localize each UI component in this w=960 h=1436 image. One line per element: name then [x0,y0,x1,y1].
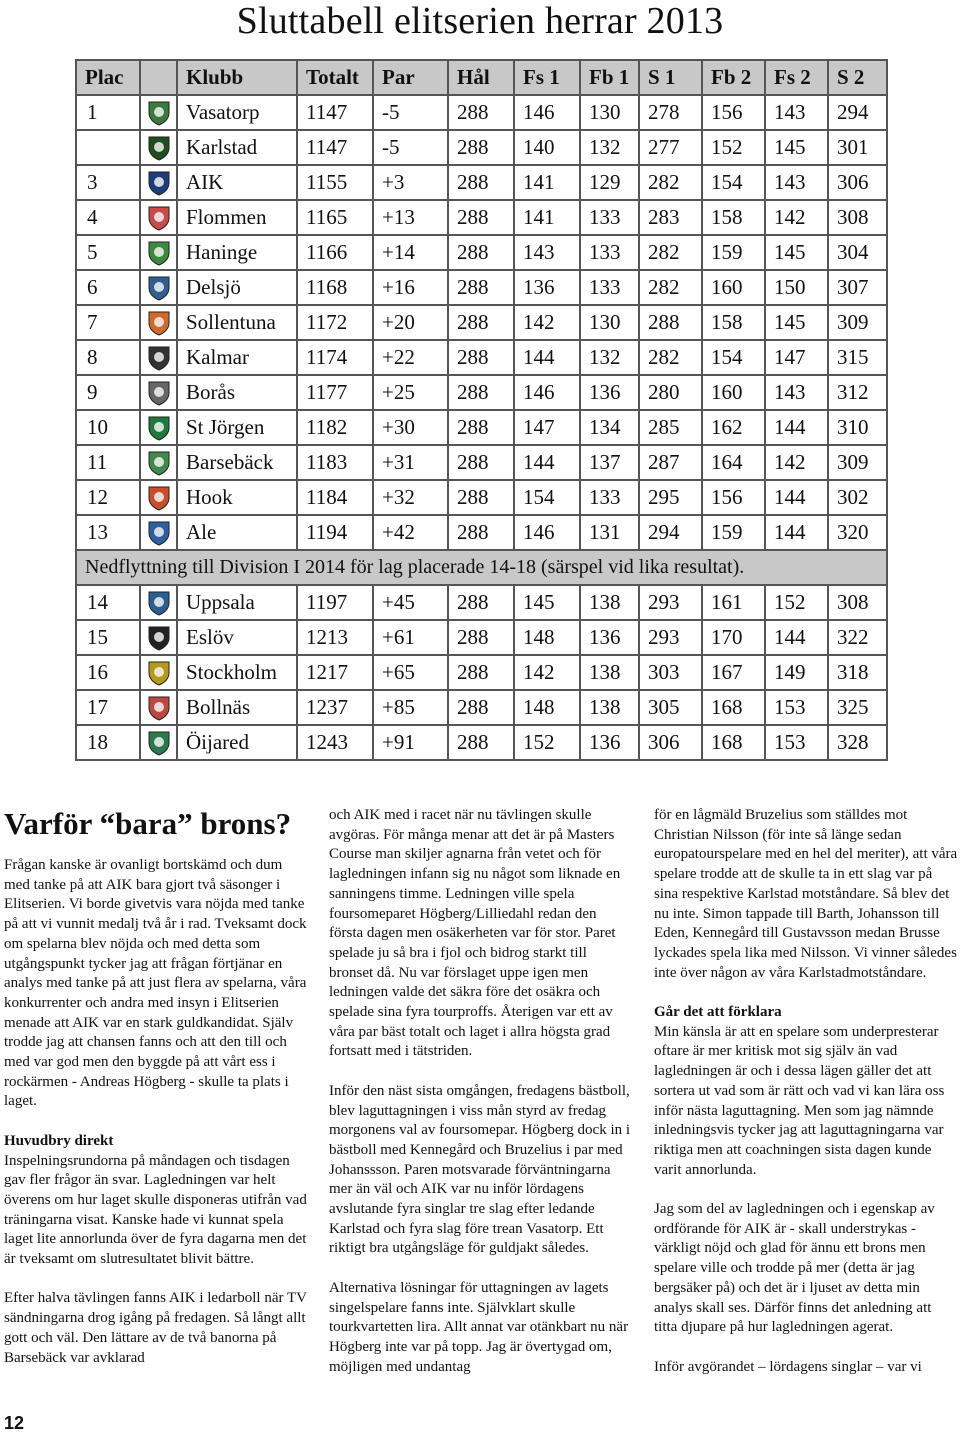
club-logo-cell [140,375,177,410]
score-cell: +65 [373,655,448,690]
score-cell: +30 [373,410,448,445]
score-cell: 134 [580,410,639,445]
score-cell: +42 [373,515,448,550]
score-cell: 142 [514,655,580,690]
score-cell: 133 [580,480,639,515]
score-cell: 168 [702,725,765,760]
score-cell: 160 [702,270,765,305]
article-paragraph: Inspelningsrundorna på måndagen och tisdagen gav fler frågor än svar. Lagledningen var helt överens om hur laget skulle disponeras utifrån vad träningarna visat. Kanske hade vi kunnat spela laget lite annorlunda över de fyra dagarna men det är tveksamt om slutresultatet blivit bättre. [4,1152,307,1268]
score-cell: 288 [448,620,514,655]
score-cell: 152 [702,130,765,165]
club-logo-cell [140,655,177,690]
table-row [76,725,887,760]
delsjo-crest-icon [147,275,171,301]
score-cell: 141 [514,200,580,235]
score-cell: 293 [639,585,702,620]
score-cell: 310 [828,410,887,445]
score-cell: 162 [702,410,765,445]
score-cell: 277 [639,130,702,165]
club-name-cell: Hook [177,480,297,515]
placement-cell: 4 [76,200,140,235]
score-cell: 1165 [297,200,373,235]
score-cell: 282 [639,235,702,270]
score-cell: 282 [639,270,702,305]
score-cell: 315 [828,340,887,375]
placement-cell: 15 [76,620,140,655]
club-name-cell: Delsjö [177,270,297,305]
score-cell: 147 [514,410,580,445]
score-cell: 288 [448,340,514,375]
club-name-cell: Stockholm [177,655,297,690]
article-paragraph: Min känsla är att en spelare som underpresterar oftare är mer kritisk mot sig själv än vad lagledningen är och i dessa lägen gäller det att sortera ut vad som är rätt och vad vi kan lära oss inför nästa laguttagning. Men som jag nämnde inledningsvis tycker jag att laguttagningarna var riktiga men att coachningen sista dagen kunde varit annorlunda. [654,1023,945,1178]
score-cell: 170 [702,620,765,655]
column-header: Fs 2 [765,60,828,95]
score-cell: 303 [639,655,702,690]
score-cell: 138 [580,585,639,620]
placement-cell: 8 [76,340,140,375]
club-logo-cell [140,690,177,725]
score-cell: 325 [828,690,887,725]
score-cell: -5 [373,95,448,130]
score-cell: 320 [828,515,887,550]
club-logo-cell [140,445,177,480]
club-logo-cell [140,340,177,375]
column-header: Fs 1 [514,60,580,95]
table-row [76,480,887,515]
club-name-cell: Sollentuna [177,305,297,340]
club-logo-cell [140,165,177,200]
article-paragraph: Jag som del av lagledningen och i egenskap av ordförande för AIK är - skall understrykas - värkligt nöjd och glad för ännu ett brons men spelare ville och trodde på mer (detta är jag bergsäker på) och det är i ljuset av detta min analys skall ses. Därför finns det anledning att titta djupare på hur lagledningen agerat. [654,1201,935,1336]
score-cell: 309 [828,305,887,340]
score-cell: 328 [828,725,887,760]
score-cell: 161 [702,585,765,620]
score-cell: 145 [765,130,828,165]
score-cell: 318 [828,655,887,690]
table-row [76,95,887,130]
score-cell: 136 [514,270,580,305]
score-cell: 1197 [297,585,373,620]
score-cell: 293 [639,620,702,655]
score-cell: 288 [448,165,514,200]
score-cell: 1172 [297,305,373,340]
table-row [76,165,887,200]
score-cell: 147 [765,340,828,375]
score-cell: 156 [702,95,765,130]
relegation-note-row [76,550,887,585]
score-cell: 322 [828,620,887,655]
score-cell: 132 [580,130,639,165]
score-cell: 288 [448,690,514,725]
table-row [76,410,887,445]
club-name-cell: AIK [177,165,297,200]
score-cell: 136 [580,620,639,655]
hook-crest-icon [147,485,171,511]
article-column-1 [4,806,307,1368]
score-cell: 1217 [297,655,373,690]
score-cell: 1237 [297,690,373,725]
score-cell: 156 [702,480,765,515]
score-cell: 288 [448,305,514,340]
column-header: Par [373,60,448,95]
placement-cell: 9 [76,375,140,410]
score-cell: 287 [639,445,702,480]
score-cell: 294 [639,515,702,550]
article-paragraph: Efter halva tävlingen fanns AIK i ledarboll när TV sändningarna drog igång på fredagen. Så långt allt gott och väl. Den lättare av de två banorna på Barsebäck var avklarad [4,1290,307,1366]
club-name-cell: Bollnäs [177,690,297,725]
club-logo-cell [140,585,177,620]
club-name-cell: Ale [177,515,297,550]
score-cell: 136 [580,725,639,760]
score-cell: -5 [373,130,448,165]
score-cell: 140 [514,130,580,165]
score-cell: +45 [373,585,448,620]
score-cell: 301 [828,130,887,165]
club-name-cell: Karlstad [177,130,297,165]
placement-cell: 18 [76,725,140,760]
score-cell: 288 [448,95,514,130]
club-name-cell: Öijared [177,725,297,760]
score-cell: +13 [373,200,448,235]
article-headline: Varför “bara” brons? [4,806,292,841]
score-cell: 1183 [297,445,373,480]
score-cell: +22 [373,340,448,375]
score-cell: 1166 [297,235,373,270]
score-cell: 159 [702,515,765,550]
column-header: Klubb [177,60,297,95]
score-cell: 144 [765,515,828,550]
score-cell: 142 [765,200,828,235]
score-cell: 145 [765,235,828,270]
score-cell: 1168 [297,270,373,305]
club-logo-cell [140,725,177,760]
club-logo-cell [140,515,177,550]
score-cell: +32 [373,480,448,515]
score-cell: 148 [514,620,580,655]
article-paragraph: och AIK med i racet när nu tävlingen skulle avgöras. För många menar att det är på Masters Course man skiljer agnarna från vetet och för lagledningen infann sig nu något som liknade en sanningens timme. Ledningen ville spela foursomeparet Högberg/Lilliedahl redan den första dagen men osäkerheten var för stor. Paret spelade ju så bra i fjol och bidrog starkt till bronset då. Nu var förslaget uppe igen men ledningen valde det säkra före det osäkra och spelade sina fyra tourproffs. Återigen var ett av våra par bäst totalt och laget i allra högsta grad fortsatt med i tätstriden. [329,807,621,1060]
score-cell: 153 [765,725,828,760]
score-cell: +91 [373,725,448,760]
sollentuna-crest-icon [147,310,171,336]
table-row [76,235,887,270]
score-cell: 153 [765,690,828,725]
score-cell: 149 [765,655,828,690]
score-cell: 133 [580,270,639,305]
score-cell: 282 [639,165,702,200]
club-name-cell: Barsebäck [177,445,297,480]
score-cell: 133 [580,200,639,235]
club-name-cell: Kalmar [177,340,297,375]
score-cell: 288 [448,375,514,410]
placement-cell: 11 [76,445,140,480]
column-header: Hål [448,60,514,95]
section-heading: Huvudbry direkt [4,1132,114,1149]
placement-cell: 6 [76,270,140,305]
score-cell: 143 [765,375,828,410]
column-header: Totalt [297,60,373,95]
column-header: S 2 [828,60,887,95]
score-cell: 144 [765,410,828,445]
score-cell: 306 [639,725,702,760]
score-cell: 295 [639,480,702,515]
ale-crest-icon [147,520,171,546]
score-cell: 302 [828,480,887,515]
score-cell: 144 [765,480,828,515]
score-cell: 305 [639,690,702,725]
score-cell: 158 [702,200,765,235]
score-cell: 167 [702,655,765,690]
club-logo-cell [140,95,177,130]
column-header: S 1 [639,60,702,95]
score-cell: 129 [580,165,639,200]
score-cell: 1213 [297,620,373,655]
score-cell: +3 [373,165,448,200]
score-cell: 137 [580,445,639,480]
score-cell: 1155 [297,165,373,200]
score-cell: 154 [702,165,765,200]
flommen-crest-icon [147,205,171,231]
table-row [76,340,887,375]
club-name-cell: St Jörgen [177,410,297,445]
score-cell: 308 [828,200,887,235]
club-name-cell: Eslöv [177,620,297,655]
score-cell: 154 [514,480,580,515]
article-paragraph: Inför avgörandet – lördagens singlar – var vi [654,1358,922,1375]
score-cell: 152 [765,585,828,620]
score-cell: 150 [765,270,828,305]
score-cell: 288 [639,305,702,340]
score-cell: 285 [639,410,702,445]
score-cell: +20 [373,305,448,340]
club-logo-cell [140,410,177,445]
score-cell: 288 [448,480,514,515]
table-row [76,655,887,690]
score-cell: 168 [702,690,765,725]
placement-cell: 3 [76,165,140,200]
score-cell: 146 [514,375,580,410]
placement-cell: 1 [76,95,140,130]
score-cell: 136 [580,375,639,410]
score-cell: 133 [580,235,639,270]
score-cell: 141 [514,165,580,200]
club-name-cell: Flommen [177,200,297,235]
club-logo-cell [140,200,177,235]
placement-cell [76,130,140,165]
score-cell: 148 [514,690,580,725]
score-cell: 288 [448,725,514,760]
stockholm-crest-icon [147,660,171,686]
table-row [76,445,887,480]
table-row [76,620,887,655]
score-cell: 154 [702,340,765,375]
club-name-cell: Vasatorp [177,95,297,130]
score-cell: 1184 [297,480,373,515]
score-cell: 132 [580,340,639,375]
aik-crest-icon [147,170,171,196]
score-cell: 143 [765,95,828,130]
placement-cell: 10 [76,410,140,445]
score-cell: 152 [514,725,580,760]
haninge-crest-icon [147,240,171,266]
article-paragraph: Frågan kanske är ovanligt bortskämd och dum med tanke på att AIK bara gjort två säsonger i Elitserien. Vi borde givetvis vara nöjda med tanke på att vi vunnit medalj två år i rad. Tveksamt dock om spelarna blev nöjda och med detta som utgångspunkt tycker jag att frågan förtjänar en analys med tanke på att just flera av spelarna, våra konkurrenter och andra med insyn i Elitserien menade att AIK var en stark guldkandidat. Själv trodde jag att chansen fanns och att den till och med var god men den byggde på att vårt ess i rockärmen - Andreas Högberg - skulle ta plats i laget. [4,857,307,1110]
club-name-cell: Borås [177,375,297,410]
score-cell: 294 [828,95,887,130]
column-header [140,60,177,95]
placement-cell: 17 [76,690,140,725]
club-logo-cell [140,235,177,270]
table-row [76,270,887,305]
score-cell: 144 [514,340,580,375]
eslov-crest-icon [147,625,171,651]
score-cell: 1194 [297,515,373,550]
score-cell: +16 [373,270,448,305]
club-logo-cell [140,480,177,515]
score-cell: 288 [448,515,514,550]
score-cell: 288 [448,655,514,690]
score-cell: +25 [373,375,448,410]
club-logo-cell [140,130,177,165]
article-paragraph: Alternativa lösningar för uttagningen av lagets singelspelare fanns inte. Självklart skulle tourkvartetten lira. Allt annat var otänkbart nu när Högberg inte var på topp. Jag är övertygad om, möjligen med undantag [329,1279,629,1375]
score-cell: 130 [580,305,639,340]
column-header: Plac [76,60,140,95]
relegation-note: Nedflyttning till Division I 2014 för lag placerade 14-18 (särspel vid lika resultat). [76,550,887,585]
score-cell: 1147 [297,95,373,130]
score-cell: 130 [580,95,639,130]
score-cell: 288 [448,200,514,235]
score-cell: 308 [828,585,887,620]
score-cell: 1243 [297,725,373,760]
score-cell: 138 [580,690,639,725]
score-cell: 159 [702,235,765,270]
article-column-3 [654,806,958,1377]
article-paragraph: Inför den näst sista omgången, fredagens bästboll, blev laguttagningen i viss mån styrd av fredag morgonens val av foursomepar. Högberg dock in i bästboll med Kennegård och Bruzelius i par med Johanssson. Paren motsvarade förväntningarna mer än väl och AIK var nu inför lördagens avslutande fyra singlar tre slag efter ledande Karlstad och fyra slag före trean Vasatorp. Ett riktigt bra utgångsläge för guldjakt således. [329,1082,631,1257]
score-cell: 131 [580,515,639,550]
club-logo-cell [140,270,177,305]
club-name-cell: Uppsala [177,585,297,620]
club-name-cell: Haninge [177,235,297,270]
page-title: Sluttabell elitserien herrar 2013 [236,0,724,42]
score-cell: 278 [639,95,702,130]
score-cell: 288 [448,410,514,445]
score-cell: 145 [765,305,828,340]
score-cell: +31 [373,445,448,480]
score-cell: 1147 [297,130,373,165]
boras-crest-icon [147,380,171,406]
score-cell: 307 [828,270,887,305]
score-cell: 1182 [297,410,373,445]
column-header: Fb 1 [580,60,639,95]
score-cell: +14 [373,235,448,270]
score-cell: 288 [448,445,514,480]
score-cell: 282 [639,340,702,375]
table-row [76,515,887,550]
placement-cell: 14 [76,585,140,620]
score-cell: 309 [828,445,887,480]
score-cell: 288 [448,130,514,165]
placement-cell: 7 [76,305,140,340]
table-row [76,375,887,410]
score-cell: 304 [828,235,887,270]
score-cell: 146 [514,95,580,130]
placement-cell: 13 [76,515,140,550]
score-cell: 1177 [297,375,373,410]
article-column-2 [329,806,634,1377]
score-cell: 143 [765,165,828,200]
score-cell: 145 [514,585,580,620]
table-row [76,305,887,340]
karlstad-crest-icon [147,135,171,161]
table-header-row [76,60,887,95]
table-row [76,130,887,165]
standings-table [75,59,888,761]
score-cell: 288 [448,235,514,270]
score-cell: 1174 [297,340,373,375]
placement-cell: 16 [76,655,140,690]
score-cell: 160 [702,375,765,410]
score-cell: 143 [514,235,580,270]
placement-cell: 5 [76,235,140,270]
score-cell: 312 [828,375,887,410]
score-cell: 144 [514,445,580,480]
kalmar-crest-icon [147,345,171,371]
barseback-crest-icon [147,450,171,476]
score-cell: 288 [448,585,514,620]
score-cell: 306 [828,165,887,200]
score-cell: 283 [639,200,702,235]
score-cell: 142 [765,445,828,480]
score-cell: 146 [514,515,580,550]
club-logo-cell [140,620,177,655]
score-cell: 288 [448,270,514,305]
score-cell: 142 [514,305,580,340]
st-jorgen-crest-icon [147,415,171,441]
uppsala-crest-icon [147,590,171,616]
placement-cell: 12 [76,480,140,515]
table-row [76,690,887,725]
bollnas-crest-icon [147,695,171,721]
score-cell: 164 [702,445,765,480]
section-heading: Går det att förklara [654,1004,782,1021]
score-cell: 144 [765,620,828,655]
column-header: Fb 2 [702,60,765,95]
table-row [76,200,887,235]
score-cell: +85 [373,690,448,725]
oijared-crest-icon [147,730,171,756]
vasatorp-crest-icon [147,100,171,126]
article-paragraph: för en lågmäld Bruzelius som ställdes mot Christian Nilsson (för inte så länge sedan europatourspelare med en hel del meriter), att våra spelare trodde att de skulle ta in ett slag var på sina respektive Karlstad motståndare. Så blev det nu inte. Simon tappade till Barth, Johansson till Eden, Kennegård till Gustavsson medan Brusse lyckades spela lika med Nilsson. Vi vinner således inte över någon av våra Karlstadmotståndare. [654,807,958,981]
page-number: 12 [4,1413,25,1433]
club-logo-cell [140,305,177,340]
score-cell: 280 [639,375,702,410]
score-cell: +61 [373,620,448,655]
score-cell: 158 [702,305,765,340]
score-cell: 138 [580,655,639,690]
table-row [76,585,887,620]
